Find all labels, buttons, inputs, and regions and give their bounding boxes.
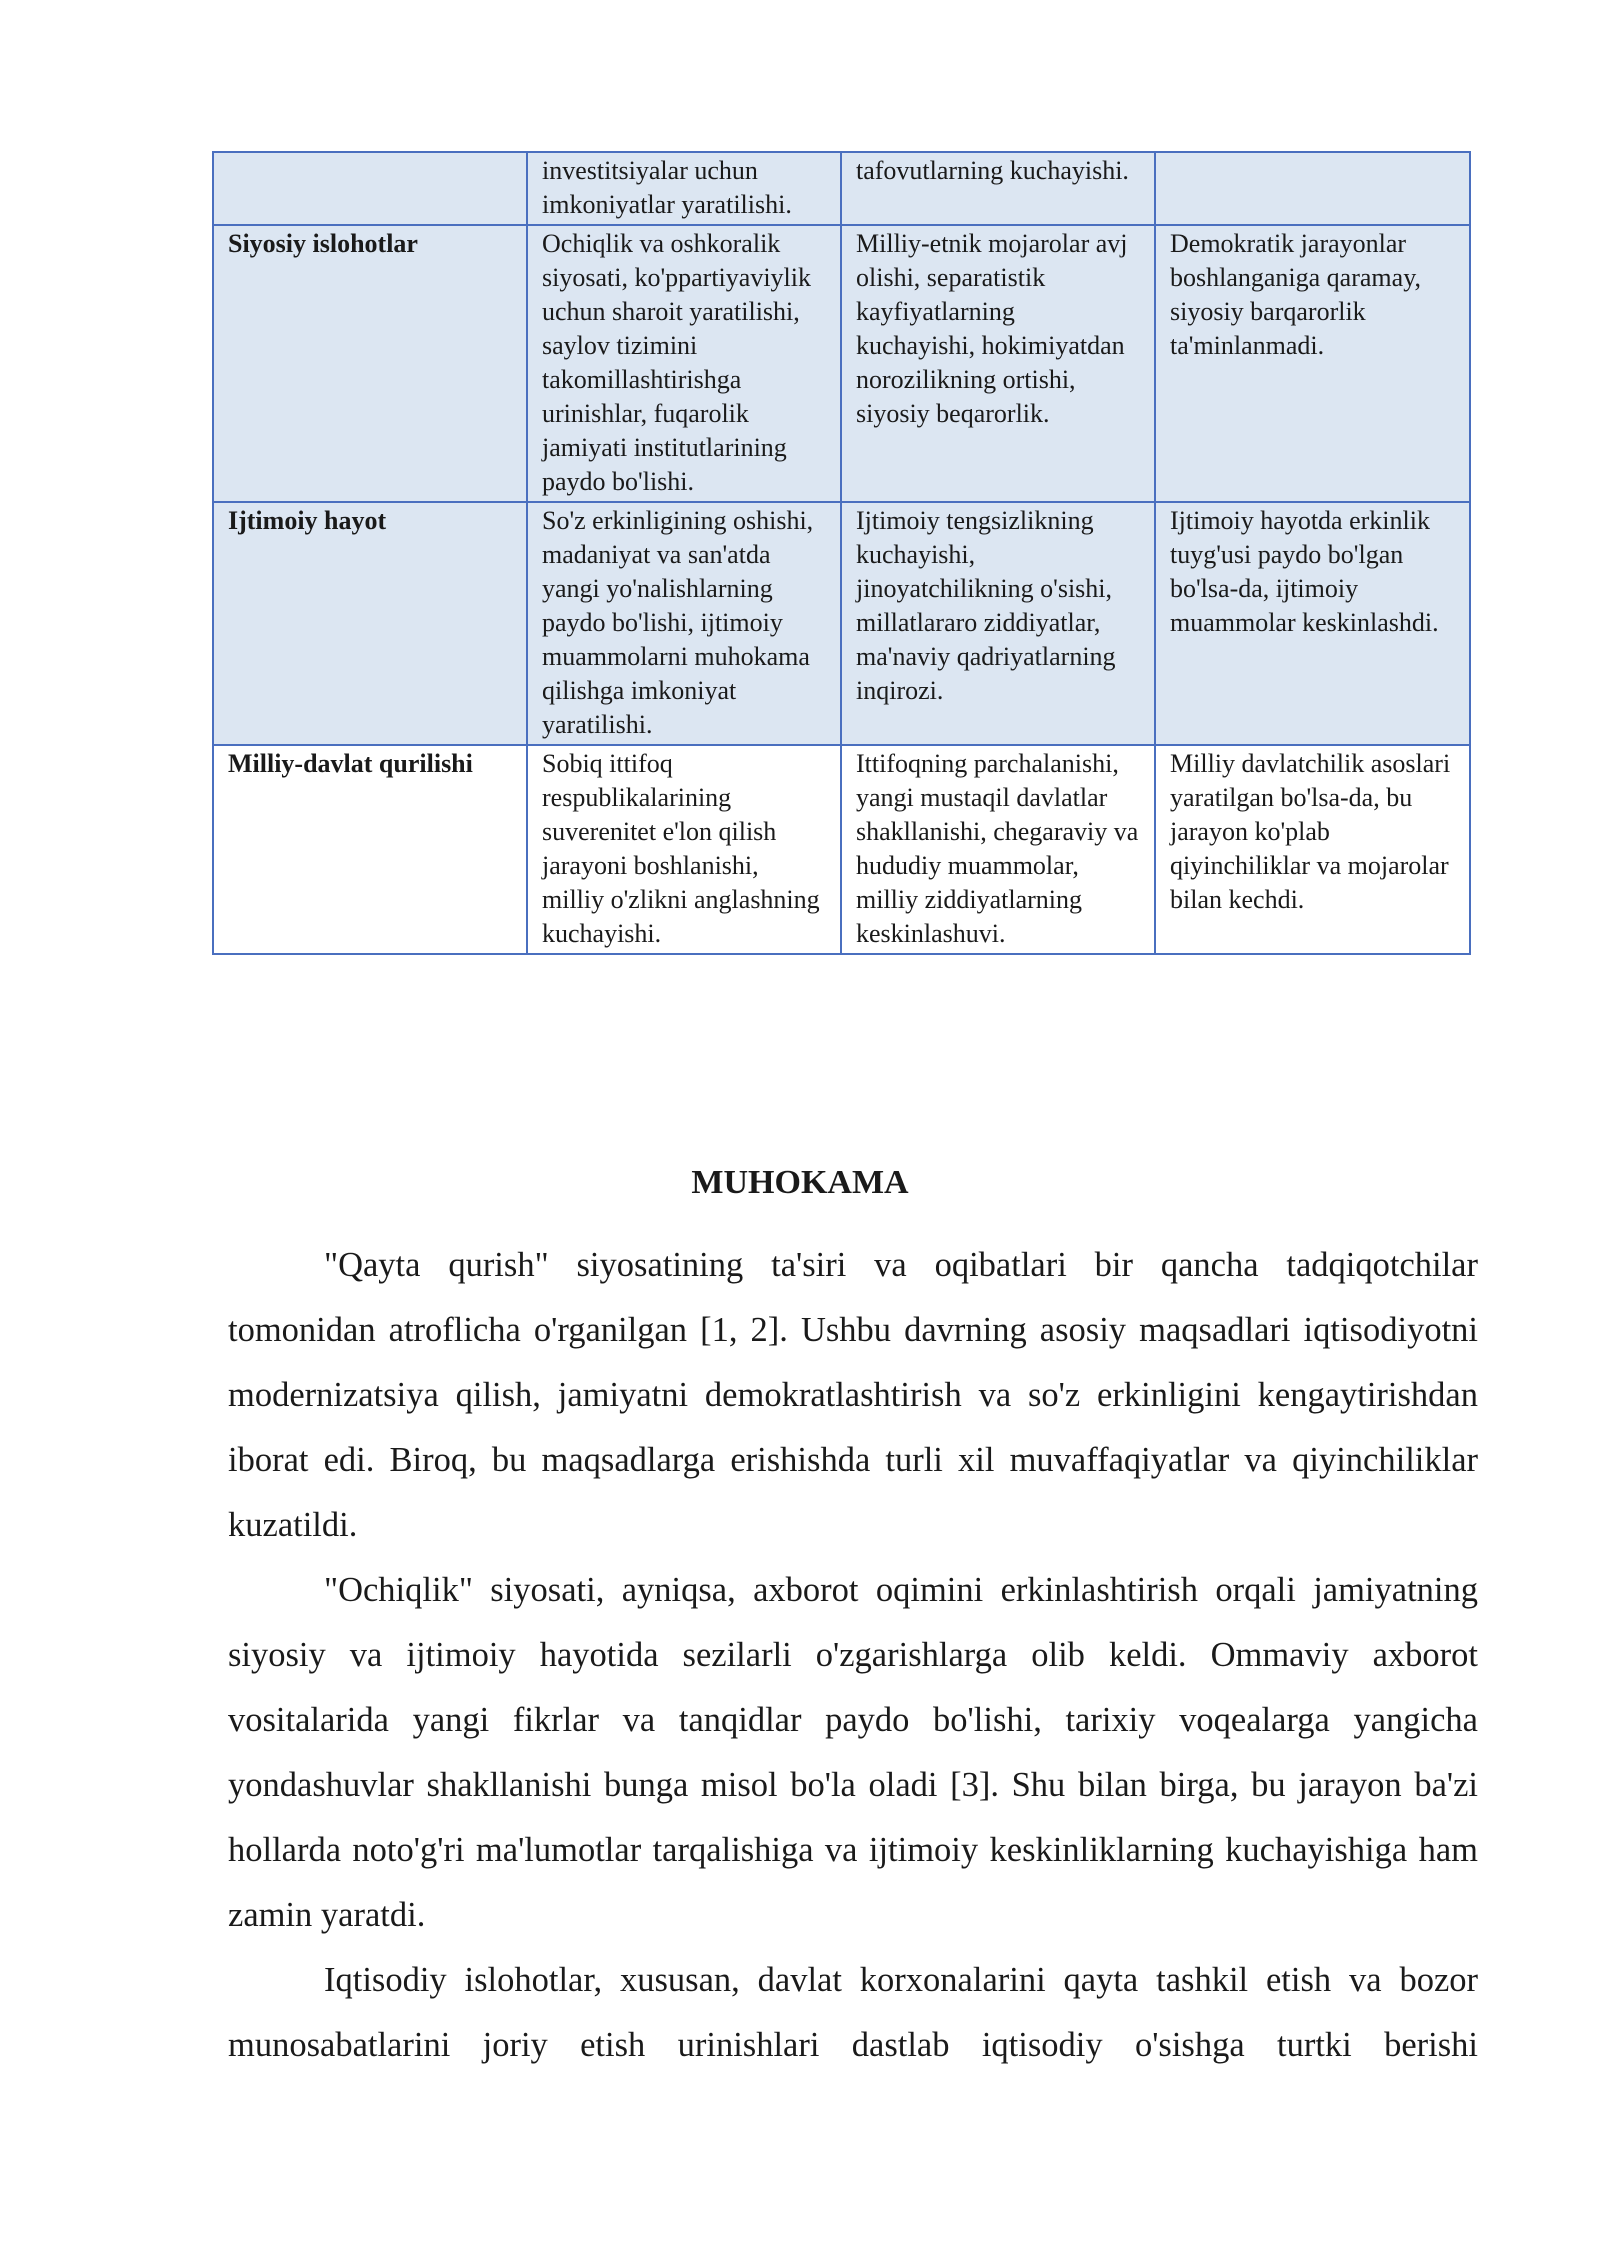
table-cell-negative: tafovutlarning kuchayishi. <box>841 152 1155 225</box>
table-row <box>213 745 1470 954</box>
table-cell-result: Ijtimoiy hayotda erkinlik tuyg'usi paydo bo'lgan bo'lsa-da, ijtimoiy muammolar keskinlashdi. <box>1155 502 1470 745</box>
table-cell-negative: Ijtimoiy tengsizlikning kuchayishi, jinoyatchilikning o'sishi, millatlararo ziddiyatlar, ma'naviy qadriyatlarning inqirozi. <box>841 502 1155 745</box>
paragraph: Iqtisodiy islohotlar, xususan, davlat korxonalarini qayta tashkil etish va bozor munosabatlarini joriy etish urinishlari dastlab iqtisodiy o'sishga turtki berishi <box>228 1961 1478 2064</box>
table-cell-category: Siyosiy islohotlar <box>213 225 527 502</box>
table-row <box>213 502 1470 745</box>
reforms-table <box>212 151 1471 955</box>
table-cell-category: Ijtimoiy hayot <box>213 502 527 745</box>
table-row <box>213 152 1470 225</box>
table-cell-negative: Milliy-etnik mojarolar avj olishi, separatistik kayfiyatlarning kuchayishi, hokimiyatdan norozilikning ortishi, siyosiy beqarorlik. <box>841 225 1155 502</box>
table-cell-positive: investitsiyalar uchun imkoniyatlar yaratilishi. <box>527 152 841 225</box>
paragraph: "Qayta qurish" siyosatining ta'siri va oqibatlari bir qancha tadqiqotchilar tomonidan atroflicha o'rganilgan [1, 2]. Ushbu davrning asosiy maqsadlari iqtisodiyotni modernizatsiya qilish, jamiyatni demokratlashtirish va so'z erkinligini kengaytirishdan iborat edi. Biroq, bu maqsadlarga erishishda turli xil muvaffaqiyatlar va qiyinchiliklar kuzatildi. <box>228 1246 1478 1544</box>
table-cell-positive: So'z erkinligining oshishi, madaniyat va san'atda yangi yo'nalishlarning paydo bo'lishi, ijtimoiy muammolarni muhokama qilishga imkoniyat yaratilishi. <box>527 502 841 745</box>
table-cell-result: Demokratik jarayonlar boshlanganiga qaramay, siyosiy barqarorlik ta'minlanmadi. <box>1155 225 1470 502</box>
section-heading: MUHOKAMA <box>691 1164 909 1201</box>
table-cell-positive: Ochiqlik va oshkoralik siyosati, ko'ppartiyaviylik uchun sharoit yaratilishi, saylov tizimini takomillashtirishga urinishlar, fuqarolik jamiyati institutlarining paydo bo'lishi. <box>527 225 841 502</box>
body-text <box>228 1233 1478 2078</box>
table-cell-positive: Sobiq ittifoq respublikalarining suverenitet e'lon qilish jarayoni boshlanishi, milliy o'zlikni anglashning kuchayishi. <box>527 745 841 954</box>
table-cell-category <box>213 152 527 225</box>
table-cell-result <box>1155 152 1470 225</box>
table-row <box>213 225 1470 502</box>
paragraph: "Ochiqlik" siyosati, ayniqsa, axborot oqimini erkinlashtirish orqali jamiyatning siyosiy va ijtimoiy hayotida sezilarli o'zgarishlarga olib keldi. Ommaviy axborot vositalarida yangi fikrlar va tanqidlar paydo bo'lishi, tarixiy voqealarga yangicha yondashuvlar shakllanishi bunga misol bo'la oladi [3]. Shu bilan birga, bu jarayon ba'zi hollarda noto'g'ri ma'lumotlar tarqalishiga va ijtimoiy keskinliklarning kuchayishiga ham zamin yaratdi. <box>228 1571 1478 1934</box>
table-cell-category: Milliy-davlat qurilishi <box>213 745 527 954</box>
table-cell-negative: Ittifoqning parchalanishi, yangi mustaqil davlatlar shakllanishi, chegaraviy va hududiy muammolar, milliy ziddiyatlarning keskinlashuvi. <box>841 745 1155 954</box>
table-cell-result: Milliy davlatchilik asoslari yaratilgan bo'lsa-da, bu jarayon ko'plab qiyinchiliklar va mojarolar bilan kechdi. <box>1155 745 1470 954</box>
